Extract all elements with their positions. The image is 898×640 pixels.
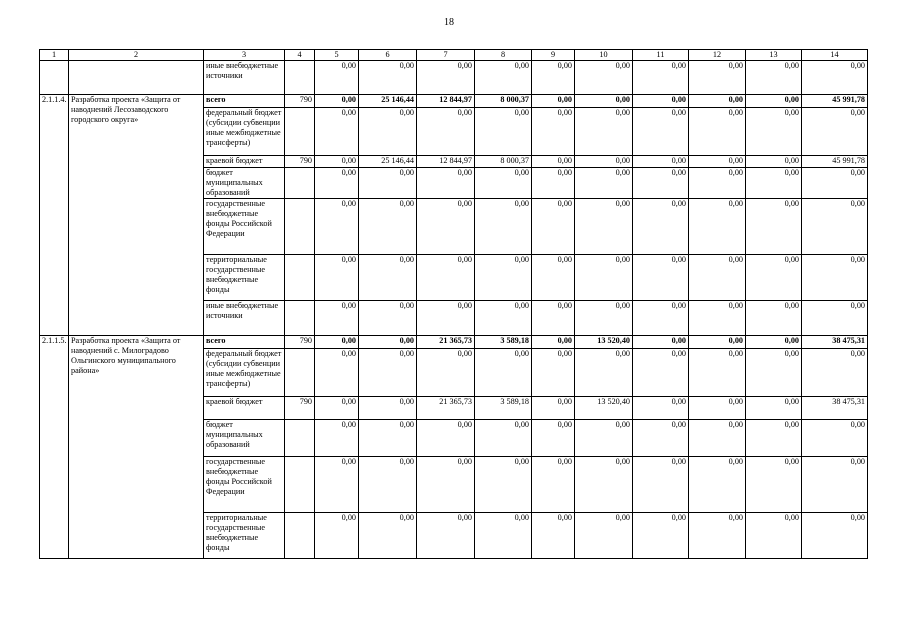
amount-cell: 0,00 [575, 156, 633, 168]
amount-cell: 0,00 [532, 61, 575, 95]
amount-cell: 0,00 [532, 168, 575, 199]
amount-cell: 0,00 [315, 108, 359, 156]
amount-cell: 0,00 [689, 349, 746, 397]
amount-cell: 0,00 [575, 457, 633, 513]
amount-cell: 21 365,73 [417, 397, 475, 420]
grbs-code: 790 [285, 156, 315, 168]
amount-cell: 0,00 [802, 61, 868, 95]
amount-cell: 0,00 [575, 420, 633, 457]
amount-cell: 0,00 [575, 168, 633, 199]
amount-cell: 0,00 [802, 199, 868, 255]
amount-cell: 0,00 [633, 513, 689, 559]
amount-cell: 0,00 [532, 156, 575, 168]
column-header: 2 [69, 50, 204, 61]
amount-cell: 0,00 [575, 255, 633, 301]
column-header: 13 [746, 50, 802, 61]
grbs-code [285, 108, 315, 156]
amount-cell: 0,00 [475, 457, 532, 513]
amount-cell: 0,00 [689, 336, 746, 349]
amount-cell: 0,00 [315, 156, 359, 168]
amount-cell: 0,00 [746, 336, 802, 349]
amount-cell: 0,00 [475, 108, 532, 156]
amount-cell: 0,00 [689, 397, 746, 420]
amount-cell: 0,00 [689, 168, 746, 199]
amount-cell: 0,00 [689, 457, 746, 513]
amount-cell: 12 844,97 [417, 156, 475, 168]
amount-cell: 0,00 [532, 199, 575, 255]
funding-source: государственные внебюджетные фонды Российской Федерации [204, 457, 285, 513]
amount-cell: 0,00 [315, 168, 359, 199]
amount-cell: 0,00 [315, 457, 359, 513]
amount-cell: 0,00 [359, 199, 417, 255]
amount-cell: 0,00 [689, 420, 746, 457]
amount-cell: 0,00 [475, 301, 532, 336]
amount-cell: 0,00 [315, 255, 359, 301]
funding-source: бюджет муниципальных образований [204, 420, 285, 457]
column-header: 5 [315, 50, 359, 61]
funding-source: территориальные государственные внебюджетные фонды [204, 513, 285, 559]
amount-cell: 0,00 [475, 349, 532, 397]
amount-cell: 0,00 [633, 168, 689, 199]
amount-cell: 0,00 [315, 301, 359, 336]
funding-source: краевой бюджет [204, 156, 285, 168]
amount-cell: 0,00 [746, 255, 802, 301]
grbs-code: 790 [285, 95, 315, 108]
grbs-code [285, 513, 315, 559]
amount-cell: 0,00 [802, 457, 868, 513]
amount-cell: 0,00 [532, 349, 575, 397]
funding-source: иные внебюджетные источники [204, 301, 285, 336]
item-code: 2.1.1.4. [40, 95, 69, 336]
grbs-code [285, 168, 315, 199]
amount-cell: 0,00 [417, 168, 475, 199]
amount-cell: 0,00 [417, 301, 475, 336]
amount-cell: 0,00 [575, 108, 633, 156]
amount-cell: 0,00 [417, 108, 475, 156]
amount-cell: 8 000,37 [475, 95, 532, 108]
amount-cell: 13 520,40 [575, 397, 633, 420]
funding-source: федеральный бюджет (субсидии субвенции иные межбюджетные трансферты) [204, 349, 285, 397]
column-header: 4 [285, 50, 315, 61]
amount-cell: 25 146,44 [359, 95, 417, 108]
amount-cell: 0,00 [532, 336, 575, 349]
amount-cell: 0,00 [359, 168, 417, 199]
amount-cell: 0,00 [359, 108, 417, 156]
amount-cell: 0,00 [475, 199, 532, 255]
amount-cell: 0,00 [633, 255, 689, 301]
amount-cell: 0,00 [689, 108, 746, 156]
amount-cell: 0,00 [689, 156, 746, 168]
amount-cell: 0,00 [689, 255, 746, 301]
column-header: 7 [417, 50, 475, 61]
amount-cell: 0,00 [633, 95, 689, 108]
amount-cell: 0,00 [802, 301, 868, 336]
amount-cell: 0,00 [417, 513, 475, 559]
amount-cell: 0,00 [746, 420, 802, 457]
amount-cell: 0,00 [475, 513, 532, 559]
amount-cell: 0,00 [746, 61, 802, 95]
grbs-code [285, 301, 315, 336]
amount-cell: 0,00 [315, 397, 359, 420]
table-row [40, 336, 868, 349]
amount-cell: 0,00 [689, 513, 746, 559]
item-name: Разработка проекта «Защита от наводнений с. Милоградово Ольгинского муниципального района» [69, 336, 204, 559]
grbs-code: 790 [285, 336, 315, 349]
amount-cell: 0,00 [689, 95, 746, 108]
amount-cell: 0,00 [359, 457, 417, 513]
amount-cell: 0,00 [575, 513, 633, 559]
amount-cell: 38 475,31 [802, 397, 868, 420]
item-code [40, 61, 69, 95]
amount-cell: 0,00 [359, 349, 417, 397]
amount-cell: 0,00 [532, 420, 575, 457]
amount-cell: 0,00 [633, 336, 689, 349]
amount-cell: 0,00 [633, 397, 689, 420]
amount-cell: 0,00 [475, 420, 532, 457]
header-row [40, 50, 868, 61]
amount-cell: 0,00 [633, 420, 689, 457]
column-header: 3 [204, 50, 285, 61]
grbs-code [285, 199, 315, 255]
funding-source: всего [204, 336, 285, 349]
amount-cell: 0,00 [633, 108, 689, 156]
amount-cell: 0,00 [746, 199, 802, 255]
amount-cell: 8 000,37 [475, 156, 532, 168]
amount-cell: 0,00 [359, 336, 417, 349]
amount-cell: 0,00 [359, 255, 417, 301]
amount-cell: 0,00 [359, 397, 417, 420]
amount-cell: 0,00 [746, 301, 802, 336]
amount-cell: 0,00 [532, 255, 575, 301]
grbs-code: 790 [285, 397, 315, 420]
amount-cell: 0,00 [746, 156, 802, 168]
amount-cell: 0,00 [802, 349, 868, 397]
amount-cell: 0,00 [802, 108, 868, 156]
amount-cell: 0,00 [417, 457, 475, 513]
amount-cell: 25 146,44 [359, 156, 417, 168]
amount-cell: 21 365,73 [417, 336, 475, 349]
column-header: 11 [633, 50, 689, 61]
amount-cell: 0,00 [315, 95, 359, 108]
amount-cell: 13 520,40 [575, 336, 633, 349]
amount-cell: 0,00 [315, 336, 359, 349]
amount-cell: 0,00 [575, 95, 633, 108]
amount-cell: 38 475,31 [802, 336, 868, 349]
column-header: 14 [802, 50, 868, 61]
amount-cell: 0,00 [633, 61, 689, 95]
grbs-code [285, 457, 315, 513]
amount-cell: 0,00 [802, 420, 868, 457]
amount-cell: 0,00 [746, 513, 802, 559]
amount-cell: 0,00 [475, 168, 532, 199]
column-header: 9 [532, 50, 575, 61]
funding-source: территориальные государственные внебюджетные фонды [204, 255, 285, 301]
amount-cell: 3 589,18 [475, 397, 532, 420]
grbs-code [285, 349, 315, 397]
amount-cell: 0,00 [417, 420, 475, 457]
column-header: 8 [475, 50, 532, 61]
amount-cell: 0,00 [475, 61, 532, 95]
funding-source: краевой бюджет [204, 397, 285, 420]
funding-source: иные внебюджетные источники [204, 61, 285, 95]
amount-cell: 0,00 [315, 199, 359, 255]
amount-cell: 0,00 [359, 61, 417, 95]
amount-cell: 0,00 [359, 513, 417, 559]
amount-cell: 0,00 [532, 301, 575, 336]
amount-cell: 0,00 [315, 513, 359, 559]
amount-cell: 0,00 [532, 108, 575, 156]
amount-cell: 12 844,97 [417, 95, 475, 108]
amount-cell: 0,00 [417, 199, 475, 255]
funding-source: федеральный бюджет (субсидии субвенции иные межбюджетные трансферты) [204, 108, 285, 156]
column-header: 12 [689, 50, 746, 61]
column-header: 6 [359, 50, 417, 61]
amount-cell: 45 991,78 [802, 156, 868, 168]
amount-cell: 0,00 [315, 349, 359, 397]
amount-cell: 0,00 [633, 301, 689, 336]
column-header: 1 [40, 50, 69, 61]
amount-cell: 0,00 [315, 420, 359, 457]
amount-cell: 0,00 [575, 349, 633, 397]
amount-cell: 0,00 [689, 301, 746, 336]
amount-cell: 0,00 [575, 301, 633, 336]
amount-cell: 0,00 [633, 199, 689, 255]
amount-cell: 0,00 [532, 95, 575, 108]
amount-cell: 0,00 [532, 513, 575, 559]
amount-cell: 0,00 [802, 255, 868, 301]
amount-cell: 0,00 [802, 168, 868, 199]
amount-cell: 0,00 [532, 457, 575, 513]
amount-cell: 0,00 [802, 513, 868, 559]
funding-source: всего [204, 95, 285, 108]
funding-source: государственные внебюджетные фонды Российской Федерации [204, 199, 285, 255]
amount-cell: 0,00 [532, 397, 575, 420]
column-header: 10 [575, 50, 633, 61]
item-name [69, 61, 204, 95]
grbs-code [285, 420, 315, 457]
page-number: 18 [444, 17, 454, 28]
amount-cell: 0,00 [746, 95, 802, 108]
amount-cell: 0,00 [689, 199, 746, 255]
amount-cell: 0,00 [689, 61, 746, 95]
amount-cell: 0,00 [746, 457, 802, 513]
financing-table [39, 49, 868, 559]
table-row [40, 61, 868, 95]
amount-cell: 0,00 [746, 349, 802, 397]
amount-cell: 0,00 [417, 349, 475, 397]
item-code: 2.1.1.5. [40, 336, 69, 559]
grbs-code [285, 255, 315, 301]
amount-cell: 0,00 [746, 168, 802, 199]
table-row [40, 95, 868, 108]
amount-cell: 0,00 [359, 301, 417, 336]
amount-cell: 0,00 [417, 61, 475, 95]
amount-cell: 0,00 [746, 397, 802, 420]
amount-cell: 0,00 [417, 255, 475, 301]
item-name: Разработка проекта «Защита от наводнений Лесозаводского городского округа» [69, 95, 204, 336]
amount-cell: 0,00 [633, 457, 689, 513]
grbs-code [285, 61, 315, 95]
amount-cell: 0,00 [746, 108, 802, 156]
amount-cell: 3 589,18 [475, 336, 532, 349]
funding-source: бюджет муниципальных образований [204, 168, 285, 199]
amount-cell: 45 991,78 [802, 95, 868, 108]
amount-cell: 0,00 [475, 255, 532, 301]
amount-cell: 0,00 [633, 349, 689, 397]
amount-cell: 0,00 [315, 61, 359, 95]
amount-cell: 0,00 [575, 61, 633, 95]
amount-cell: 0,00 [575, 199, 633, 255]
amount-cell: 0,00 [359, 420, 417, 457]
amount-cell: 0,00 [633, 156, 689, 168]
